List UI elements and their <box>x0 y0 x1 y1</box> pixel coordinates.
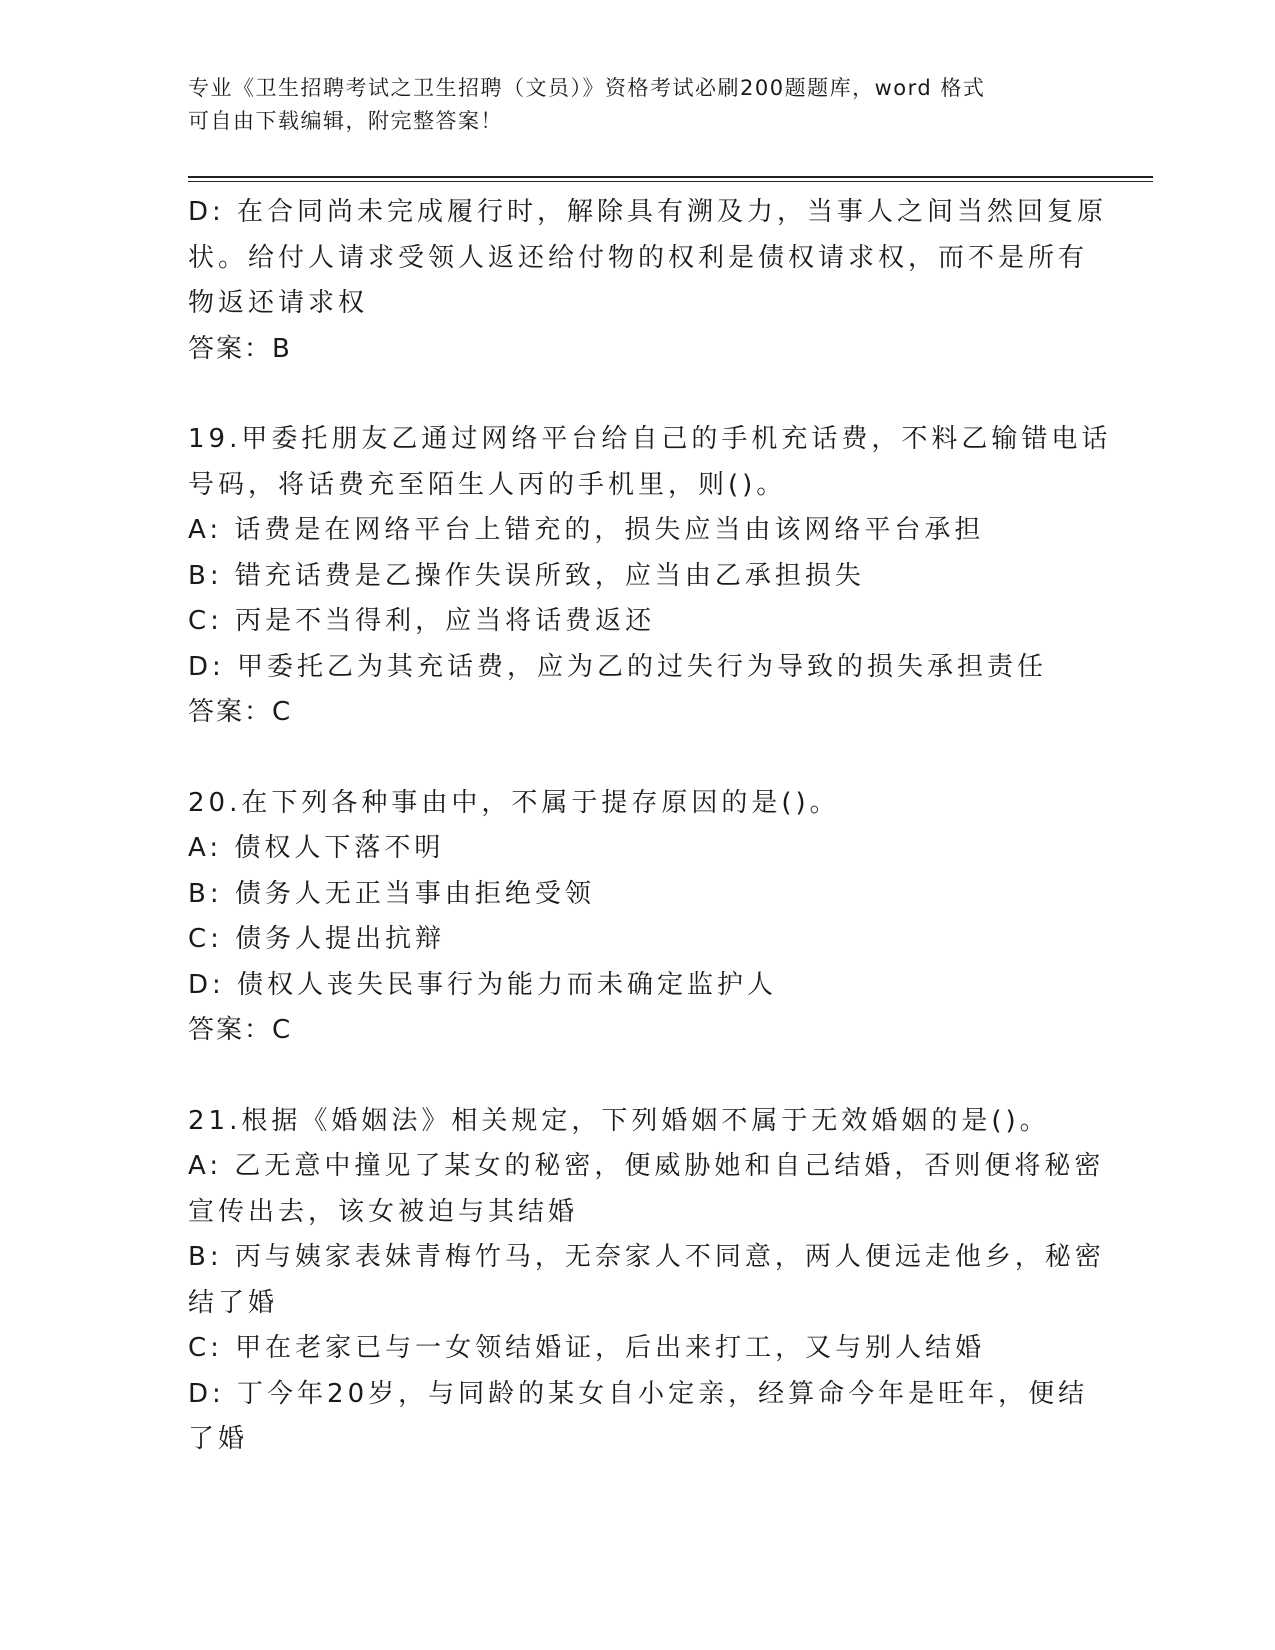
option-d: D: 甲委托乙为其充话费，应为乙的过失行为导致的损失承担责任 <box>188 651 1048 682</box>
header-divider-thin <box>188 181 1153 182</box>
option-c: C: 丙是不当得利，应当将话费返还 <box>188 606 656 636</box>
option-b-continued: 结了婚 <box>188 1287 279 1318</box>
option-a: A: 话费是在网络平台上错充的，损失应当由该网络平台承担 <box>188 515 985 545</box>
header-title-line-2: 可自由下载编辑，附完整答案！ <box>188 109 503 133</box>
option-a: A: 乙无意中撞见了某女的秘密，便威胁她和自己结婚，否则便将秘密 <box>188 1151 1105 1181</box>
option-text-line: 物返还请求权 <box>188 288 369 318</box>
option-d: D: 债权人丧失民事行为能力而未确定监护人 <box>188 969 778 1000</box>
question-content <box>188 190 1112 1463</box>
question-stem-line: 20.在下列各种事由中，不属于提存原因的是()。 <box>188 787 840 818</box>
question-19 <box>188 417 1112 736</box>
question-stem-line: 21.根据《婚姻法》相关规定，下列婚姻不属于无效婚姻的是()。 <box>188 1105 1050 1136</box>
option-c: C: 债务人提出抗辩 <box>188 924 446 954</box>
header-title-line-1: 专业《卫生招聘考试之卫生招聘（文员）》资格考试必刷200题题库，word 格式 <box>188 76 986 100</box>
option-b: B: 债务人无正当事由拒绝受领 <box>188 878 595 909</box>
option-text-line: D: 在合同尚未完成履行时，解除具有溯及力，当事人之间当然回复原 <box>188 197 1108 227</box>
question-21 <box>188 1099 1105 1463</box>
option-a: A: 债权人下落不明 <box>188 833 445 863</box>
header-divider-thick <box>188 176 1153 178</box>
option-a-continued: 宣传出去，该女被迫与其结婚 <box>188 1196 579 1227</box>
answer-line: 答案：B <box>188 333 292 364</box>
option-b: B: 丙与姨家表妹青梅竹马，无奈家人不同意，两人便远走他乡，秘密 <box>188 1242 1105 1272</box>
document-header <box>188 72 1068 138</box>
question-20 <box>188 781 1088 1054</box>
option-text-line: 状。给付人请求受领人返还给付物的权利是债权请求权，而不是所有 <box>188 242 1089 273</box>
option-b: B: 错充话费是乙操作失误所致，应当由乙承担损失 <box>188 560 865 591</box>
answer-line: 答案：C <box>188 697 293 727</box>
previous-question-option-d <box>188 190 1108 327</box>
answer-line: 答案：C <box>188 1015 293 1045</box>
option-d-continued: 了婚 <box>188 1424 249 1454</box>
option-d: D: 丁今年20岁，与同龄的某女自小定亲，经算命今年是旺年，便结 <box>188 1378 1089 1409</box>
question-stem-line: 19.甲委托朋友乙通过网络平台给自己的手机充话费，不料乙输错电话 <box>188 424 1112 454</box>
question-stem-line: 号码，将话费充至陌生人丙的手机里，则()。 <box>188 469 787 500</box>
option-c: C: 甲在老家已与一女领结婚证，后出来打工，又与别人结婚 <box>188 1333 986 1363</box>
